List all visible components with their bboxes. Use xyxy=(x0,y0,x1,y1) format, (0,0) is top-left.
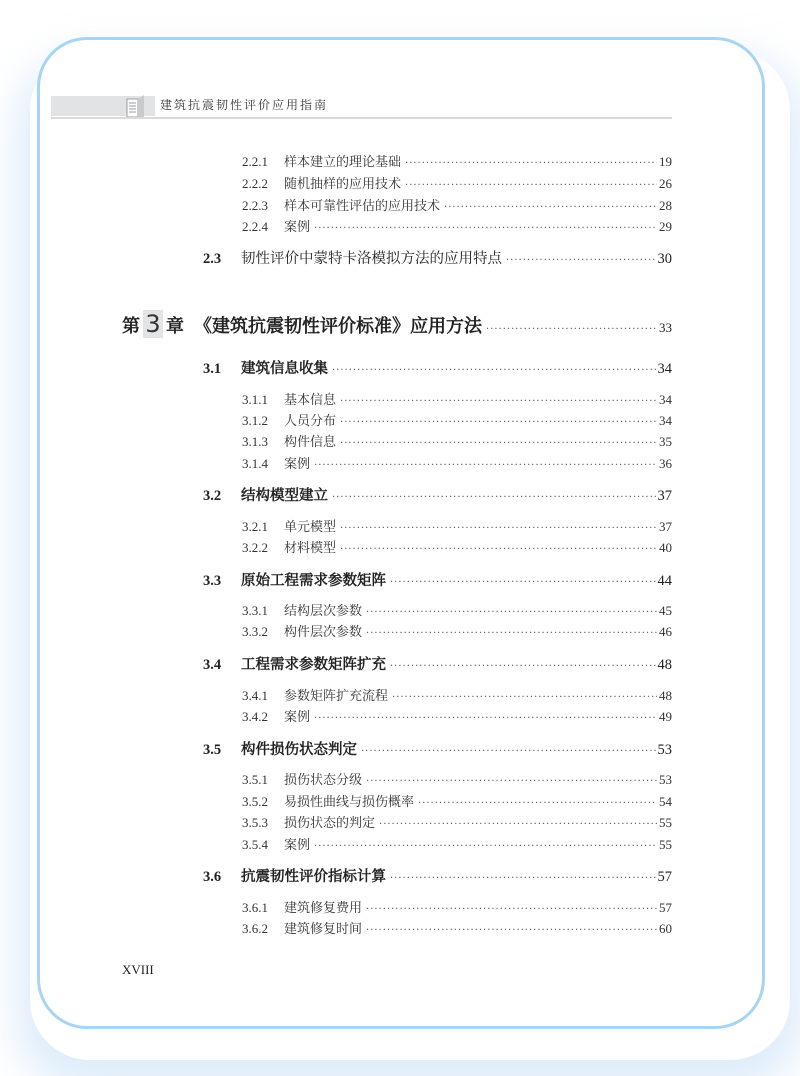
dot-leader xyxy=(366,925,657,936)
section-title: 韧性评价中蒙特卡洛模拟方法的应用特点 xyxy=(241,251,502,267)
entry-title: 材料模型 xyxy=(284,541,337,556)
entry-page: 19 xyxy=(659,154,672,169)
dot-leader xyxy=(506,255,656,266)
entry-page: 28 xyxy=(659,198,672,213)
section-page: 34 xyxy=(657,361,672,377)
entry-title: 案例 xyxy=(284,220,311,235)
running-header-title: 建筑抗震韧性评价应用指南 xyxy=(160,98,329,112)
section-page: 44 xyxy=(657,573,672,589)
entry-title: 损伤状态的判定 xyxy=(284,816,376,831)
entry-page: 53 xyxy=(659,772,672,787)
toc-entry[interactable] xyxy=(242,834,672,853)
building-icon xyxy=(124,93,148,117)
toc-entry[interactable] xyxy=(242,769,672,788)
toc-section[interactable] xyxy=(203,569,672,590)
entry-page: 35 xyxy=(659,434,672,449)
entry-number: 3.5.2 xyxy=(242,794,268,809)
entry-page: 60 xyxy=(659,921,672,936)
entry-title: 建筑修复时间 xyxy=(284,922,363,937)
dot-leader xyxy=(340,438,657,449)
toc-section[interactable] xyxy=(203,247,672,268)
section-page: 30 xyxy=(657,251,672,267)
dot-leader xyxy=(314,713,657,724)
entry-number: 3.1.1 xyxy=(242,392,268,407)
dot-leader xyxy=(332,365,656,376)
dot-leader xyxy=(332,492,656,503)
dot-leader xyxy=(366,776,657,787)
entry-page: 45 xyxy=(659,603,672,618)
chapter-suffix: 章 xyxy=(166,316,184,337)
toc-entry[interactable] xyxy=(242,516,672,535)
page-number: XVIII xyxy=(122,962,154,977)
section-page: 48 xyxy=(657,657,672,673)
entry-title: 人员分布 xyxy=(284,414,337,429)
entry-number: 3.4.2 xyxy=(242,709,268,724)
dot-leader xyxy=(314,460,657,471)
dot-leader xyxy=(390,661,656,672)
entry-page: 46 xyxy=(659,624,672,639)
dot-leader xyxy=(314,223,657,234)
dot-leader xyxy=(361,746,656,757)
entry-title: 构件信息 xyxy=(284,435,337,450)
entry-number: 3.5.3 xyxy=(242,815,268,830)
entry-number: 3.2.2 xyxy=(242,540,268,555)
entry-title: 损伤状态分级 xyxy=(284,773,363,788)
entry-page: 29 xyxy=(659,219,672,234)
section-number: 3.1 xyxy=(203,361,222,377)
dot-leader xyxy=(486,324,657,335)
toc-section[interactable] xyxy=(203,865,672,886)
toc-entry[interactable] xyxy=(242,431,672,450)
entry-number: 3.5.4 xyxy=(242,837,268,852)
entry-title: 样本建立的理论基础 xyxy=(284,155,402,170)
toc-entry[interactable] xyxy=(242,410,672,429)
toc-entry[interactable] xyxy=(242,600,672,619)
toc-entry[interactable] xyxy=(242,195,672,214)
section-number: 3.6 xyxy=(203,869,222,885)
dot-leader xyxy=(366,904,657,915)
entry-number: 2.2.3 xyxy=(242,198,268,213)
dot-leader xyxy=(418,798,657,809)
header-rule xyxy=(51,117,672,119)
entry-title: 参数矩阵扩充流程 xyxy=(284,689,389,704)
entry-title: 基本信息 xyxy=(284,393,337,408)
toc-entry[interactable] xyxy=(242,812,672,831)
entry-title: 单元模型 xyxy=(284,520,337,535)
dot-leader xyxy=(340,396,657,407)
entry-page: 57 xyxy=(659,900,672,915)
section-page: 53 xyxy=(657,742,672,758)
toc-entry[interactable] xyxy=(242,537,672,556)
section-page: 57 xyxy=(657,869,672,885)
dot-leader xyxy=(366,607,657,618)
section-number: 3.5 xyxy=(203,742,222,758)
dot-leader xyxy=(390,873,656,884)
entry-title: 结构层次参数 xyxy=(284,604,363,619)
toc-entry[interactable] xyxy=(242,897,672,916)
toc-chapter[interactable] xyxy=(122,310,672,338)
toc-section[interactable] xyxy=(203,484,672,505)
section-number: 3.3 xyxy=(203,573,222,589)
entry-page: 54 xyxy=(659,794,672,809)
toc-entry[interactable] xyxy=(242,918,672,937)
toc-entry[interactable] xyxy=(242,685,672,704)
dot-leader xyxy=(405,158,657,169)
section-number: 3.2 xyxy=(203,488,222,504)
entry-number: 2.2.4 xyxy=(242,219,268,234)
toc-section[interactable] xyxy=(203,738,672,759)
entry-number: 3.5.1 xyxy=(242,772,268,787)
entry-page: 34 xyxy=(659,392,672,407)
entry-page: 49 xyxy=(659,709,672,724)
dot-leader xyxy=(340,523,657,534)
dot-leader xyxy=(366,628,657,639)
section-title: 抗震韧性评价指标计算 xyxy=(241,868,386,885)
section-title: 工程需求参数矩阵扩充 xyxy=(241,656,386,673)
entry-title: 案例 xyxy=(284,838,311,853)
section-title: 结构模型建立 xyxy=(241,487,328,504)
entry-number: 3.1.3 xyxy=(242,434,268,449)
entry-title: 案例 xyxy=(284,457,311,472)
entry-number: 3.6.2 xyxy=(242,921,268,936)
entry-page: 40 xyxy=(659,540,672,555)
toc-section[interactable] xyxy=(203,357,672,378)
entry-number: 2.2.1 xyxy=(242,154,268,169)
entry-title: 易损性曲线与损伤概率 xyxy=(284,795,415,810)
entry-page: 55 xyxy=(659,815,672,830)
toc-section[interactable] xyxy=(203,653,672,674)
entry-page: 48 xyxy=(659,688,672,703)
entry-number: 2.2.2 xyxy=(242,176,268,191)
dot-leader xyxy=(314,841,657,852)
entry-page: 55 xyxy=(659,837,672,852)
toc-entry[interactable] xyxy=(242,791,672,810)
entry-page: 26 xyxy=(659,176,672,191)
dot-leader xyxy=(379,819,657,830)
entry-number: 3.3.2 xyxy=(242,624,268,639)
section-page: 37 xyxy=(657,488,672,504)
dot-leader xyxy=(340,417,657,428)
section-number: 3.4 xyxy=(203,657,222,673)
entry-title: 样本可靠性评估的应用技术 xyxy=(284,199,441,214)
chapter-prefix: 第 xyxy=(122,316,140,337)
entry-title: 构件层次参数 xyxy=(284,625,363,640)
entry-number: 3.2.1 xyxy=(242,519,268,534)
toc-entry[interactable] xyxy=(242,389,672,408)
entry-page: 37 xyxy=(659,519,672,534)
toc-entry[interactable] xyxy=(242,621,672,640)
toc-entry[interactable] xyxy=(242,151,672,170)
entry-title: 建筑修复费用 xyxy=(284,901,363,916)
entry-number: 3.6.1 xyxy=(242,900,268,915)
section-title: 构件损伤状态判定 xyxy=(241,741,357,758)
dot-leader xyxy=(390,577,656,588)
entry-number: 3.4.1 xyxy=(242,688,268,703)
entry-number: 3.3.1 xyxy=(242,603,268,618)
entry-page: 34 xyxy=(659,413,672,428)
chapter-page: 33 xyxy=(659,320,672,335)
toc-entry[interactable] xyxy=(242,216,672,235)
toc-entry[interactable] xyxy=(242,453,672,472)
chapter-title: 《建筑抗震韧性评价标准》应用方法 xyxy=(194,316,482,337)
chapter-number-box: 3 xyxy=(143,310,163,338)
section-number: 2.3 xyxy=(203,251,222,267)
toc-entry[interactable] xyxy=(242,706,672,725)
dot-leader xyxy=(392,692,657,703)
dot-leader xyxy=(444,202,657,213)
entry-number: 3.1.2 xyxy=(242,413,268,428)
entry-title: 案例 xyxy=(284,710,311,725)
entry-page: 36 xyxy=(659,456,672,471)
toc-entry[interactable] xyxy=(242,173,672,192)
dot-leader xyxy=(340,544,657,555)
section-title: 建筑信息收集 xyxy=(241,360,328,377)
entry-number: 3.1.4 xyxy=(242,456,268,471)
entry-title: 随机抽样的应用技术 xyxy=(284,177,402,192)
section-title: 原始工程需求参数矩阵 xyxy=(241,572,386,589)
dot-leader xyxy=(405,180,657,191)
